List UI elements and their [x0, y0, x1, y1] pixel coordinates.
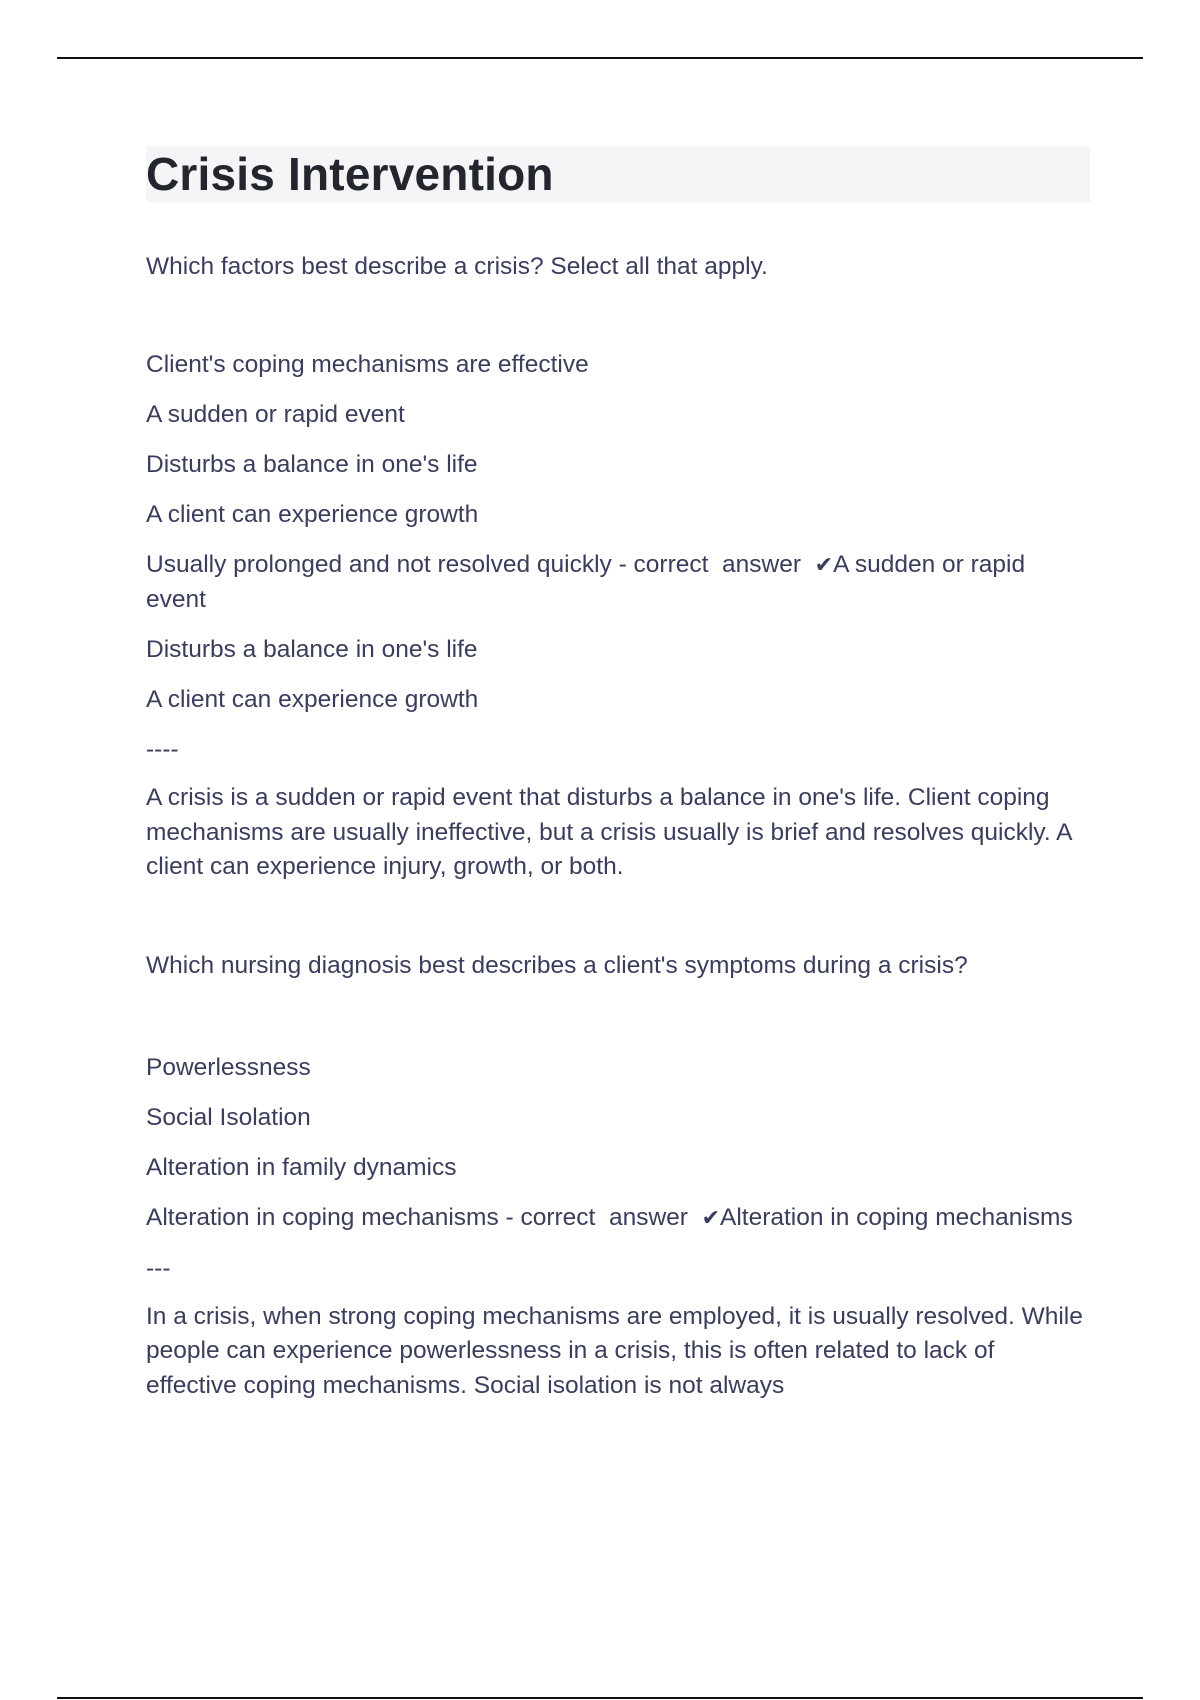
option-1-1: Client's coping mechanisms are effective — [146, 351, 589, 378]
page-title: Crisis Intervention — [146, 148, 554, 200]
option-2-3: Alteration in family dynamics — [146, 1153, 457, 1181]
answer-1-cont-1: Disturbs a balance in one's life — [146, 636, 478, 663]
answer-line-1 — [146, 548, 1090, 617]
explanation-2: In a crisis, when strong coping mechanisms are employed, it is usually resolved. While people can experience powerlessness in a crisis, this is often related to lack of effective coping mechanisms. Social isolation is not always — [146, 1302, 1083, 1399]
answer-prefix-1: Usually prolonged and not resolved quickly - correct answer — [146, 551, 815, 578]
option-2-2: Social Isolation — [146, 1103, 311, 1131]
separator-1: ---- — [146, 736, 179, 763]
answer-prefix-2: Alteration in coping mechanisms - correct answer — [146, 1203, 702, 1231]
answer-text-2: Alteration in coping mechanisms — [720, 1203, 1073, 1231]
option-2-1: Powerlessness — [146, 1053, 311, 1081]
option-1-4: A client can experience growth — [146, 501, 479, 528]
option-1-3: Disturbs a balance in one's life — [146, 451, 478, 478]
question-1: Which factors best describe a crisis? Select all that apply. — [146, 253, 768, 280]
title-bar — [146, 146, 1090, 202]
answer-text-1: A sudden or rapid event — [146, 551, 1026, 613]
bottom-rule — [57, 1697, 1143, 1699]
top-rule — [57, 57, 1143, 59]
answer-1-cont-2: A client can experience growth — [146, 686, 479, 713]
check-mark-icon: ✔ — [814, 553, 834, 578]
document-body — [146, 146, 1090, 1403]
separator-2: --- — [146, 1254, 171, 1282]
option-1-2: A sudden or rapid event — [146, 401, 405, 428]
answer-line-2 — [146, 1201, 1090, 1236]
check-mark-icon: ✔ — [701, 1205, 720, 1231]
explanation-1: A crisis is a sudden or rapid event that disturbs a balance in one's life. Client coping mechanisms are usually ineffective, but a crisis usually is brief and resolves quickly. A client can experience injury, growth, or both. — [146, 784, 1072, 880]
question-2: Which nursing diagnosis best describes a client's symptoms during a crisis? — [146, 951, 968, 979]
